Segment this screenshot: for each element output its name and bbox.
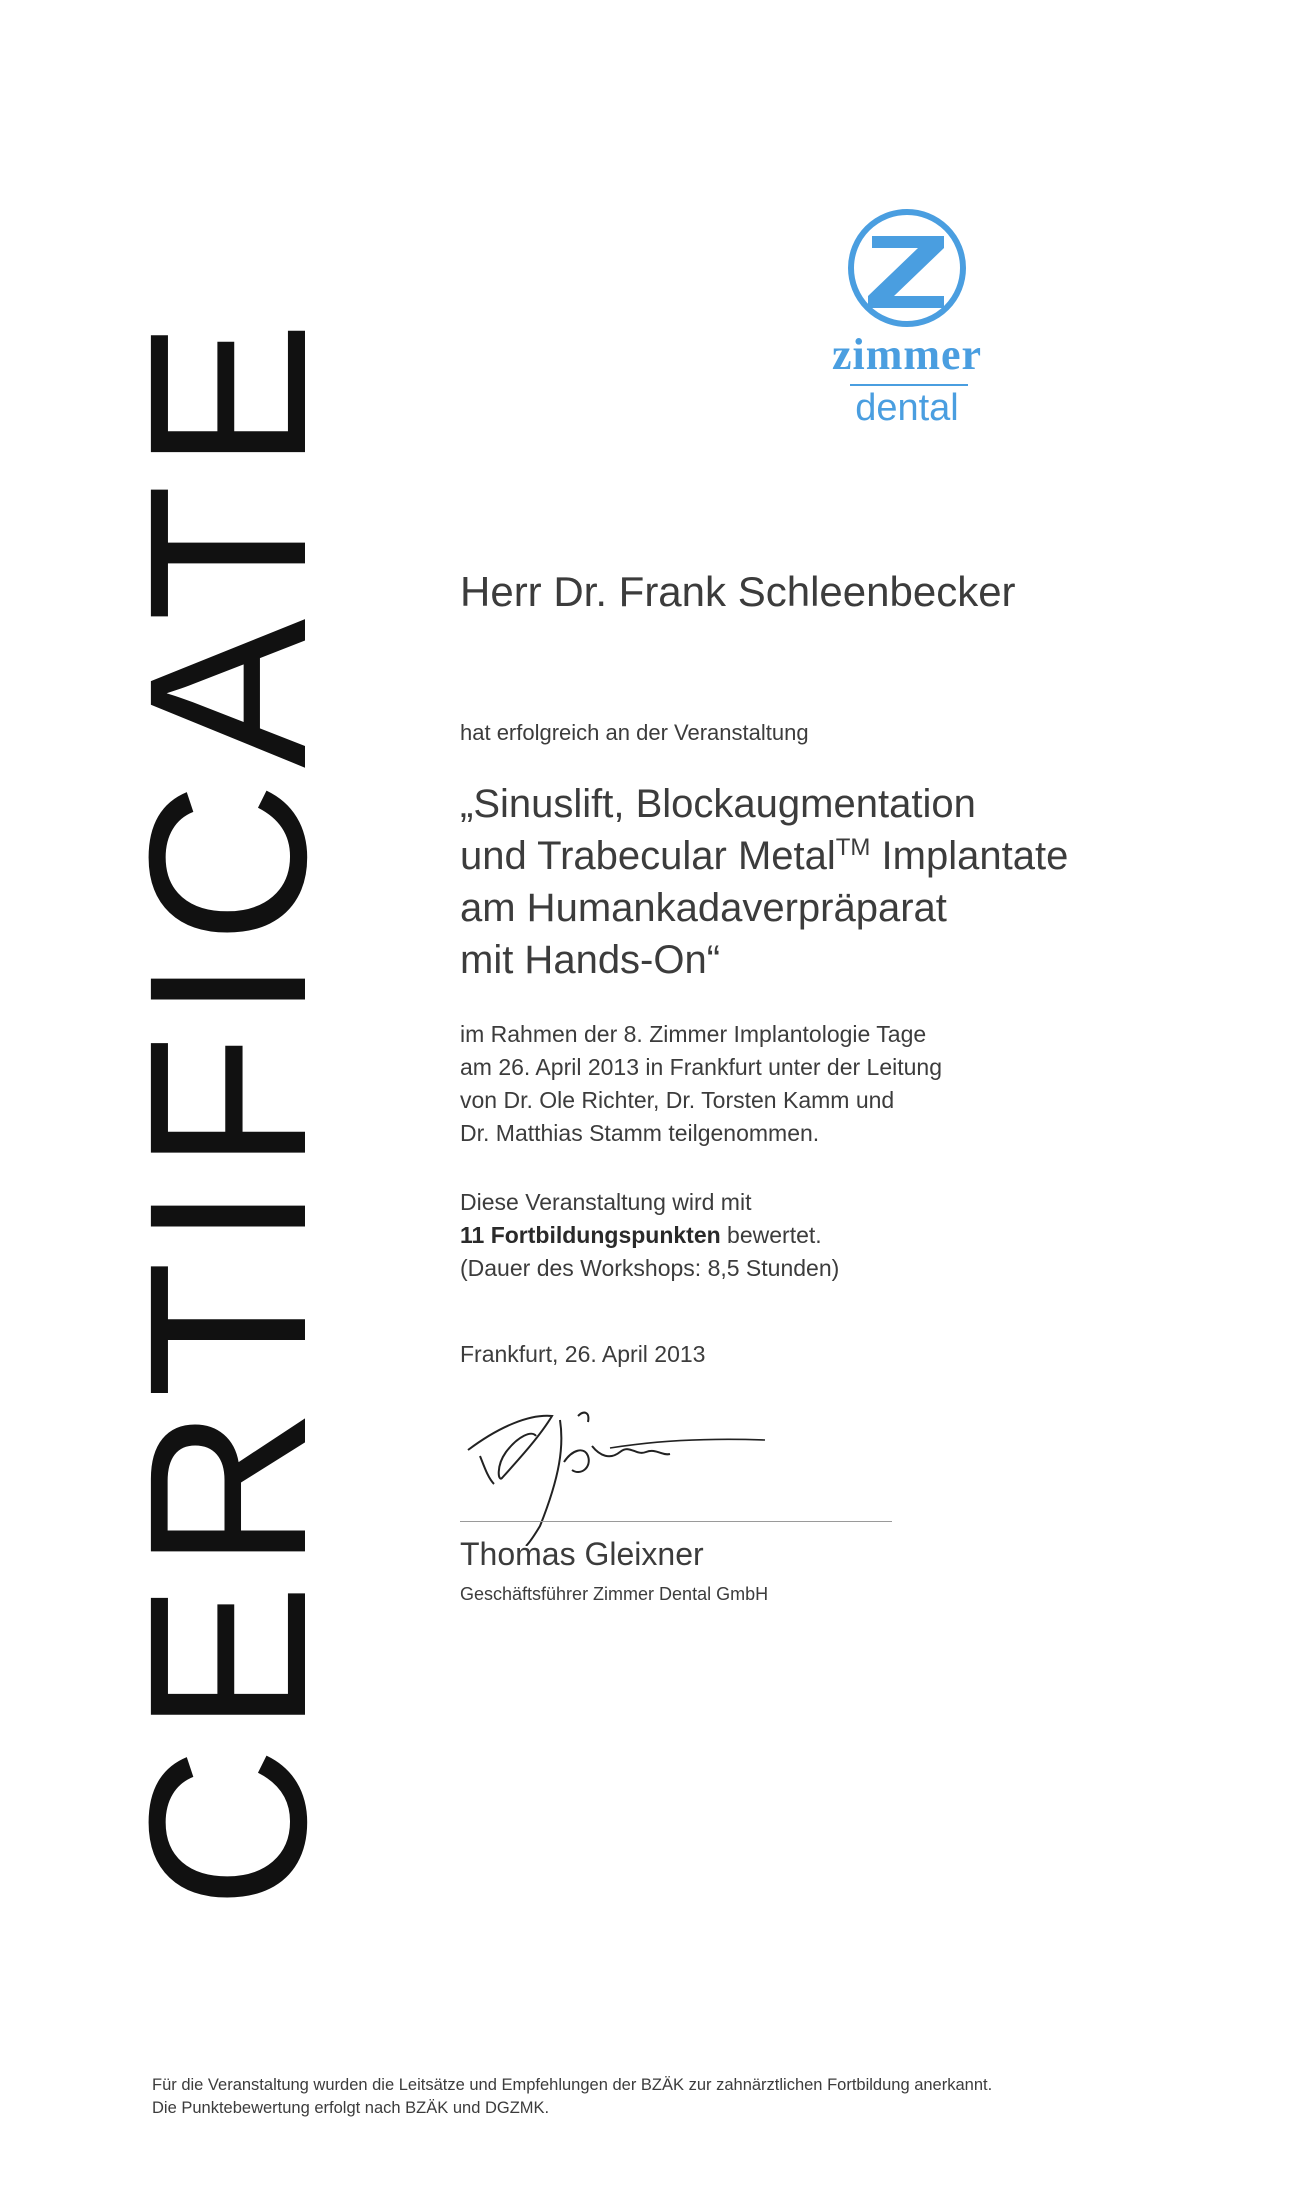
event-title-line-1: „Sinuslift, Blockaugmentation [460,782,976,826]
event-title-line-2-main: und Trabecular Metal [460,834,836,878]
details-line-1: im Rahmen der 8. Zimmer Implantologie Tage [460,1021,927,1047]
footer-line-2: Die Punktebewertung erfolgt nach BZÄK und DGZMK. [152,2099,550,2117]
details-line-2: am 26. April 2013 in Frankfurt unter der Leitung [460,1054,943,1080]
event-title-line-2 [460,830,1068,882]
points-line-2 [460,1219,839,1252]
event-title-line-2-suffix: Implantate [870,834,1069,878]
event-title-line-4: mit Hands-On“ [460,938,721,982]
signature-line [460,1521,892,1522]
place-and-date: Frankfurt, 26. April 2013 [460,1341,706,1367]
logo-sub-text: dental [855,387,959,429]
points-value: 11 Fortbildungspunkten [460,1222,721,1248]
details-line-4: Dr. Matthias Stamm teilgenommen. [460,1120,820,1146]
signer-name: Thomas Gleixner [460,1536,704,1572]
recipient-name: Herr Dr. Frank Schleenbecker [460,568,1016,615]
signer-role: Geschäftsführer Zimmer Dental GmbH [460,1584,769,1604]
points-line-1: Diese Veranstaltung wird mit [460,1189,752,1215]
logo-divider [850,384,968,386]
trademark-mark: TM [835,834,871,861]
zimmer-dental-logo [802,208,1012,428]
points-line-2-suffix: bewertet. [720,1222,822,1248]
event-details [460,1018,942,1150]
event-title [460,778,1068,986]
points-statement [460,1186,839,1285]
zimmer-z-logo-icon [802,208,1012,328]
handwritten-signature [460,1386,780,1546]
intro-text: hat erfolgreich an der Veranstaltung [460,720,809,745]
points-line-3: (Dauer des Workshops: 8,5 Stunden) [460,1255,840,1281]
logo-brand-text: zimmer [831,330,983,379]
certificate-heading: CERTIFICATE [103,307,353,1909]
footer-line-1: Für die Veranstaltung wurden die Leitsätze und Empfehlungen der BZÄK zur zahnärztlichen Fortbildung anerkannt. [152,2076,993,2094]
background-watermark [1163,500,1213,1700]
details-line-3: von Dr. Ole Richter, Dr. Torsten Kamm und [460,1087,895,1113]
event-title-line-3: am Humankadaverpräparat [460,886,947,930]
footer-note [152,2074,992,2120]
